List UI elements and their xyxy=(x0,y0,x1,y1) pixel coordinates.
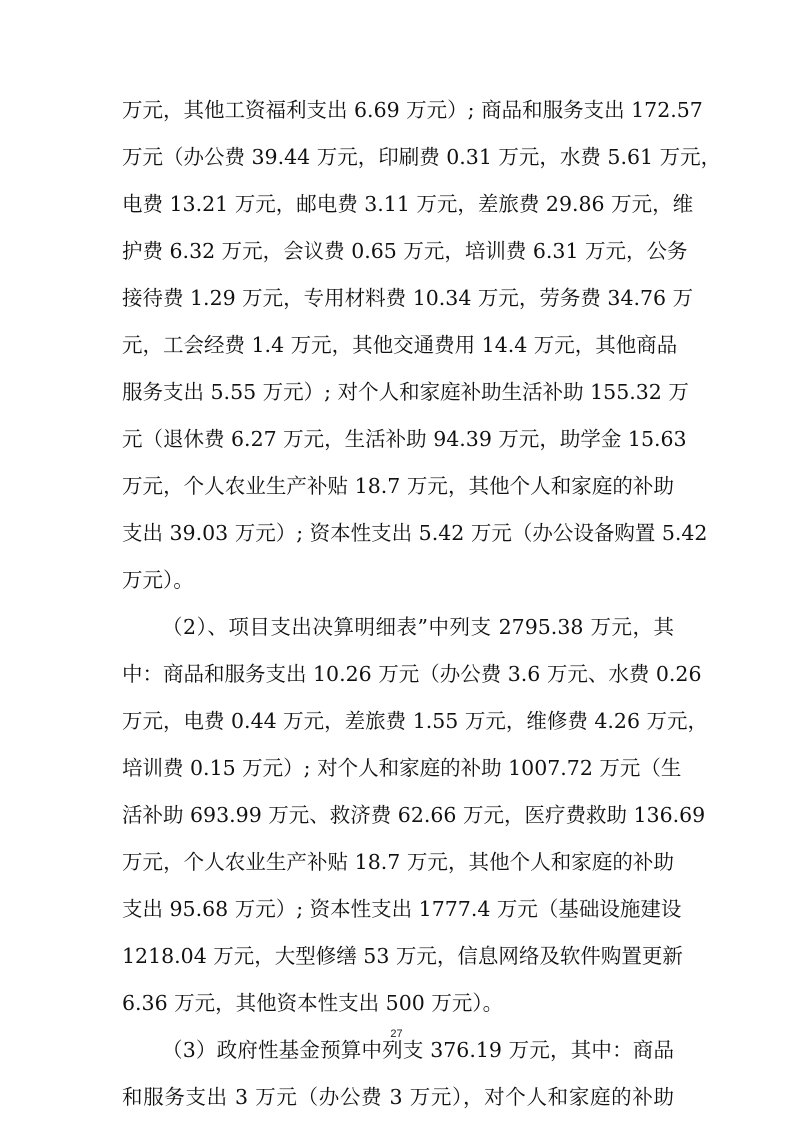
text-line-9: 万元，个人农业生产补贴 18.7 万元，其他个人和家庭的补助 xyxy=(122,474,674,498)
text-line-13: 中：商品和服务支出 10.26 万元（办公费 3.6 万元、水费 0.26 xyxy=(122,662,702,686)
text-line-7: 服务支出 5.55 万元）; 对个人和家庭补助生活补助 155.32 万 xyxy=(122,380,689,404)
text-line-2: 万元（办公费 39.44 万元，印刷费 0.31 万元，水费 5.61 万元， xyxy=(122,145,722,169)
text-line-18: 支出 95.68 万元）; 资本性支出 1777.4 万元（基础设施建设 xyxy=(122,897,682,921)
paragraph-3-first-line: （3）政府性基金预算中列支 376.19 万元，其中：商品 xyxy=(162,1038,674,1062)
text-line-8: 元（退休费 6.27 万元，生活补助 94.39 万元，助学金 15.63 xyxy=(122,427,687,451)
text-line-17: 万元，个人农业生产补贴 18.7 万元，其他个人和家庭的补助 xyxy=(122,850,674,874)
text-line-22: 和服务支出 3 万元（办公费 3 万元），对个人和家庭的补助 xyxy=(122,1085,674,1109)
text-line-14: 万元，电费 0.44 万元，差旅费 1.55 万元，维修费 4.26 万元， xyxy=(122,709,709,733)
text-line-11: 万元）。 xyxy=(122,568,194,592)
text-line-15: 培训费 0.15 万元）; 对个人和家庭的补助 1007.72 万元（生 xyxy=(122,756,682,780)
text-line-10: 支出 39.03 万元）; 资本性支出 5.42 万元（办公设备购置 5.42 xyxy=(122,521,708,545)
text-line-16: 活补助 693.99 万元、救济费 62.66 万元，医疗费救助 136.69 xyxy=(122,803,706,827)
text-line-1: 万元，其他工资福利支出 6.69 万元）; 商品和服务支出 172.57 xyxy=(122,98,703,122)
paragraph-2-first-line: （2）、项目支出决算明细表”中列支 2795.38 万元，其 xyxy=(162,615,674,639)
text-line-19: 1218.04 万元，大型修缮 53 万元，信息网络及软件购置更新 xyxy=(122,944,683,968)
page-number: 27 xyxy=(390,1028,403,1040)
text-line-5: 接待费 1.29 万元，专用材料费 10.34 万元，劳务费 34.76 万 xyxy=(122,286,694,310)
text-line-3: 电费 13.21 万元，邮电费 3.11 万元，差旅费 29.86 万元，维 xyxy=(122,192,694,216)
text-line-4: 护费 6.32 万元，会议费 0.65 万元，培训费 6.31 万元，公务 xyxy=(122,239,688,263)
text-line-20: 6.36 万元，其他资本性支出 500 万元）。 xyxy=(122,991,504,1015)
text-line-6: 元，工会经费 1.4 万元，其他交通费用 14.4 万元，其他商品 xyxy=(122,333,678,357)
